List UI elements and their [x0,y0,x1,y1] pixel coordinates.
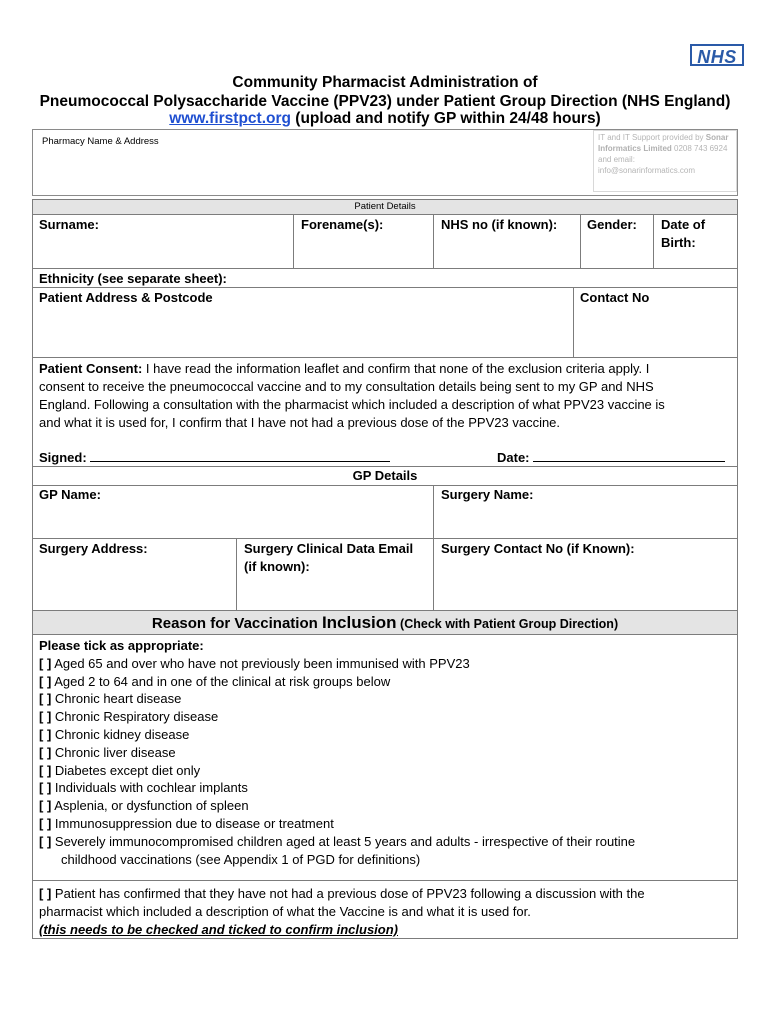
confirm-line-1: Patient has confirmed that they have not had a previous dose of PPV23 following a discussion with the [54,886,645,901]
checkbox[interactable]: [ ] [39,762,52,778]
list-item [39,655,729,673]
item-text: Individuals with cochlear implants [54,780,248,796]
gender-label: Gender: [587,217,637,232]
gp-name-label: GP Name: [39,487,101,502]
signed-label: Signed: [39,450,87,465]
nhs-no-label: NHS no (if known): [441,217,558,232]
title-line-3 [0,110,770,128]
list-item [39,744,729,762]
it-support-email-label: and email: [598,155,635,164]
item-text: Chronic Respiratory disease [54,709,219,725]
item-text: Chronic kidney disease [54,726,190,742]
checkbox[interactable]: [ ] [39,726,52,742]
patient-section-title: Patient Details [354,201,416,212]
checkbox[interactable]: [ ] [39,833,52,849]
gp-section-title: GP Details [352,468,418,483]
dob-label-2: Birth: [661,235,696,250]
ethnicity-label: Ethnicity (see separate sheet): [39,271,227,286]
item-text: Chronic liver disease [54,744,176,760]
reason-title-b: Inclusion [321,613,397,632]
surgery-contact-label: Surgery Contact No (if Known): [441,541,635,556]
dob-label-1: Date of [661,217,706,232]
date-label: Date: [497,450,530,465]
nhs-logo: NHS [690,44,744,66]
checkbox[interactable]: [ ] [39,780,52,796]
signed-row [39,449,390,467]
pharmacy-label: Pharmacy Name & Address [42,136,159,147]
upload-note: (upload and notify GP within 24/48 hours) [290,110,601,127]
consent-line-3: England. Following a consultation with the pharmacist which included a description of what PPV23 vaccine is [39,397,665,412]
list-item [39,762,729,780]
list-item [39,815,729,833]
reason-list [39,637,729,868]
item-continuation: childhood vaccinations (see Appendix 1 of PGD for definitions) [61,851,421,867]
reason-title-a: Reason for Vaccination [151,615,322,632]
it-support-company: Sonar Informatics Limited [598,133,729,153]
date-row [497,449,725,467]
clinical-email-label-1: Surgery Clinical Data Email [244,541,414,556]
list-item [39,673,729,691]
clinical-email-label-2: (if known): [244,559,310,574]
signature-line[interactable] [90,449,390,462]
confirm-checkbox[interactable]: [ ] [39,886,52,901]
consent-line-4: and what it is used for, I confirm that I have not had a previous dose of the PPV23 vaccine. [39,415,561,430]
list-item [39,779,729,797]
checkbox[interactable]: [ ] [39,691,52,707]
consent-line-1: I have read the information leaflet and confirm that none of the exclusion criteria apply. I [142,361,650,376]
address-label: Patient Address & Postcode [39,290,213,305]
website-link[interactable]: www.firstpct.org [169,110,291,127]
checkbox[interactable]: [ ] [39,798,52,814]
surgery-name-label: Surgery Name: [441,487,534,502]
consent-text [39,360,733,432]
it-support-email: info@sonarinformatics.com [598,166,696,175]
it-support-note [593,130,737,192]
item-text: Diabetes except diet only [54,762,201,778]
surgery-address-label: Surgery Address: [39,541,148,556]
item-text: Asplenia, or dysfunction of spleen [54,798,249,814]
consent-label: Patient Consent: [39,361,143,376]
list-item [39,833,729,851]
it-support-text: IT and IT Support provided by [598,133,706,142]
list-item [39,726,729,744]
reason-title [33,611,737,636]
consent-line-2: consent to receive the pneumococcal vaccine and to my consultation details being sent to my GP and NHS [39,379,654,394]
list-item [39,797,729,815]
contact-no-label: Contact No [580,290,650,305]
confirm-block [39,885,733,939]
title-line-1: Community Pharmacist Administration of [232,74,538,91]
item-text: Chronic heart disease [54,691,182,707]
item-text: Aged 2 to 64 and in one of the clinical at risk groups below [54,673,391,689]
item-text: Immunosuppression due to disease or treatment [54,815,334,831]
checkbox[interactable]: [ ] [39,655,52,671]
surname-label: Surname: [39,217,99,232]
checkbox[interactable]: [ ] [39,709,52,725]
list-item [39,690,729,708]
confirm-line-2: pharmacist which included a description of what the Vaccine is and what it is used for. [39,904,531,919]
reason-title-c: (Check with Patient Group Direction) [396,617,619,631]
item-text: Aged 65 and over who have not previously been immunised with PPV23 [54,655,470,671]
item-text: Severely immunocompromised children aged at least 5 years and adults - irrespective of their routine [54,833,636,849]
title-line-2: Pneumococcal Polysaccharide Vaccine (PPV23) under Patient Group Direction (NHS England) [39,93,731,110]
checkbox[interactable]: [ ] [39,815,52,831]
checkbox[interactable]: [ ] [39,744,52,760]
it-support-phone: 0208 743 6924 [671,144,728,153]
checkbox[interactable]: [ ] [39,673,52,689]
form-table [32,199,738,939]
list-item [39,708,729,726]
confirm-note: (this needs to be checked and ticked to confirm inclusion) [39,922,399,937]
date-line[interactable] [533,449,725,462]
tick-instruction: Please tick as appropriate: [39,638,204,653]
forename-label: Forename(s): [301,217,384,232]
